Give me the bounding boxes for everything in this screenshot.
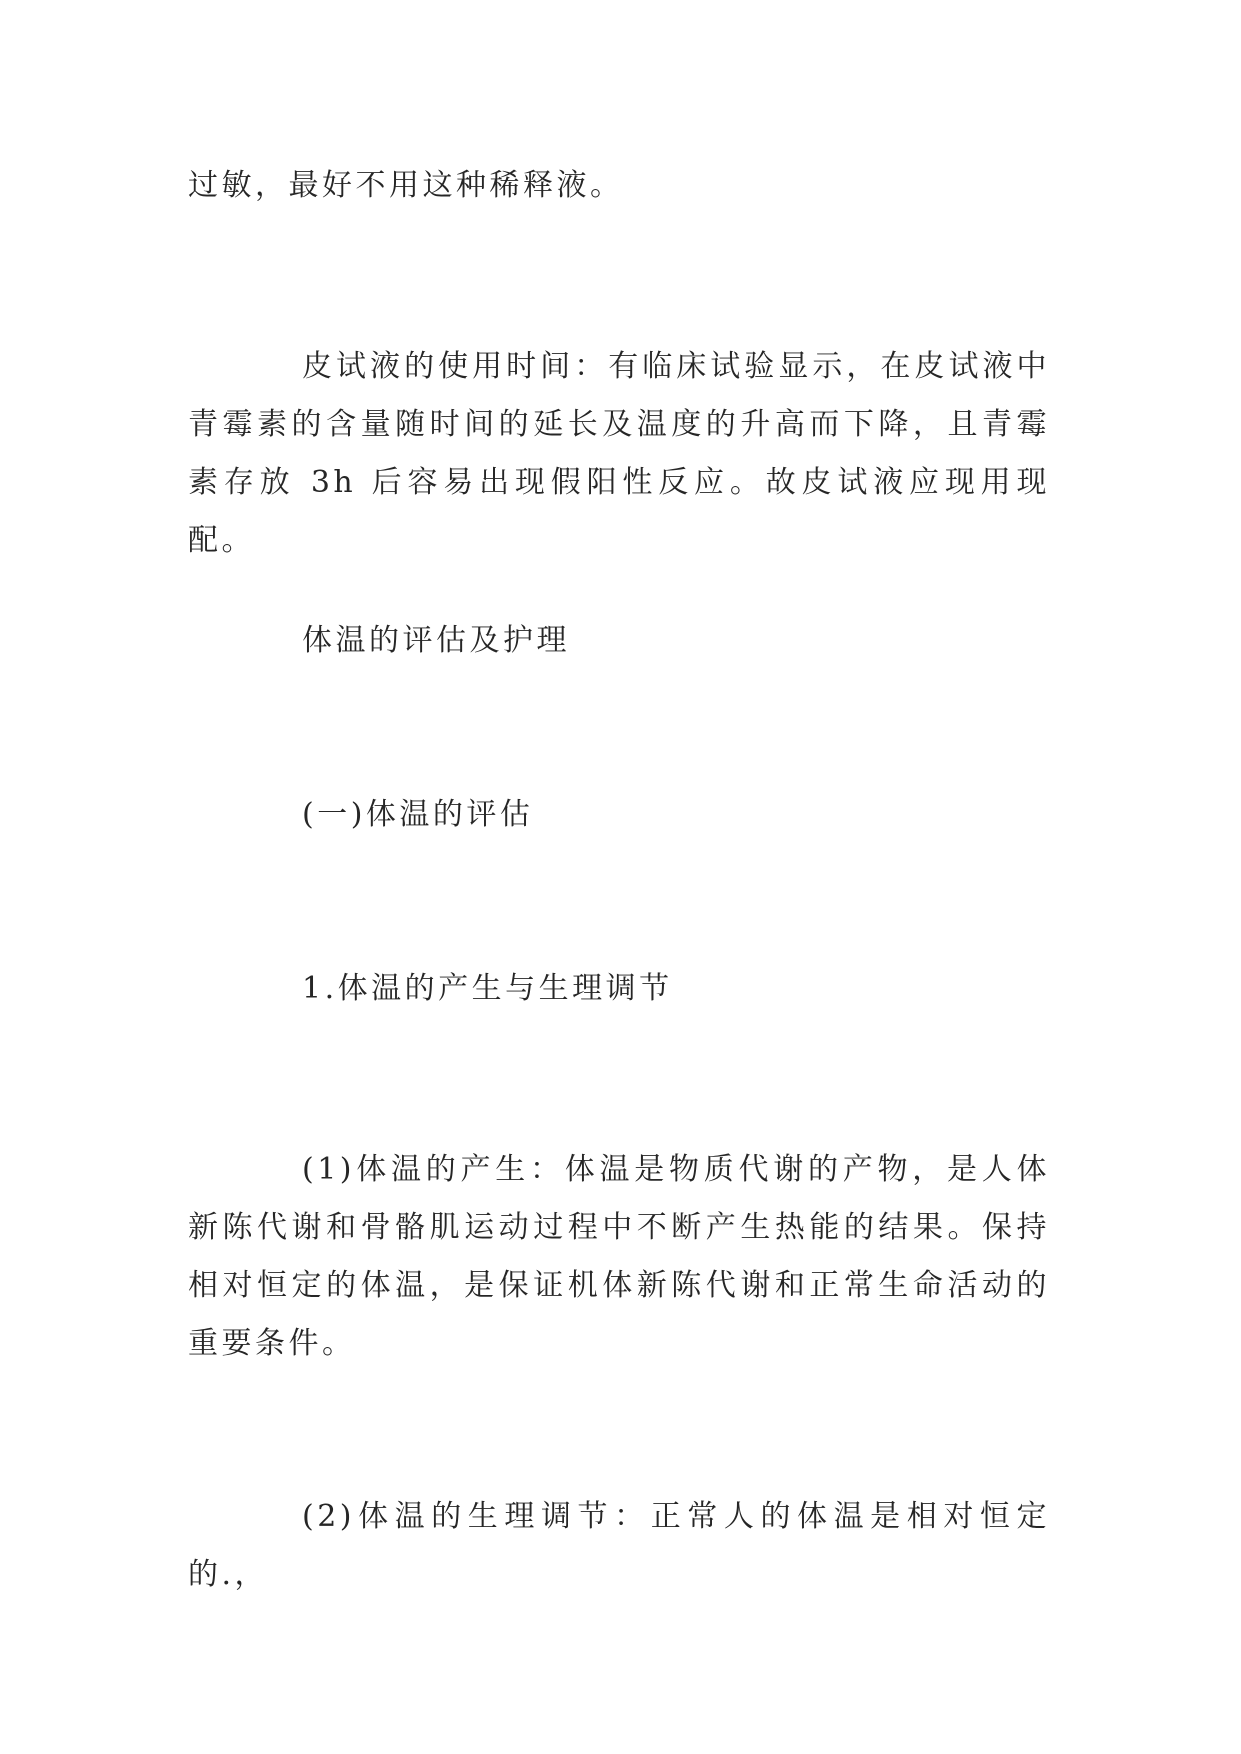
subheading-temperature-generation-regulation: 1.体温的产生与生理调节 [302,971,673,1006]
subheading-temperature-assessment: (一)体温的评估 [302,797,534,832]
paragraph-temperature-generation: (1)体温的产生：体温是物质代谢的产物，是人体新陈代谢和骨骼肌运动过程中不断产生热能的结果。保持相对恒定的体温，是保证机体新陈代谢和正常生命活动的重要条件。 [188,1152,1050,1361]
section-heading-body-temperature: 体温的评估及护理 [302,623,570,658]
paragraph-continuation: 过敏，最好不用这种稀释液。 [188,168,624,203]
paragraph-skin-test-timing: 皮试液的使用时间：有临床试验显示，在皮试液中青霉素的含量随时间的延长及温度的升高而下降，且青霉素存放 3h 后容易出现假阳性反应。故皮试液应现用现配。 [188,349,1050,558]
paragraph-temperature-regulation: (2)体温的生理调节：正常人的体温是相对恒定的.， [188,1499,1050,1592]
